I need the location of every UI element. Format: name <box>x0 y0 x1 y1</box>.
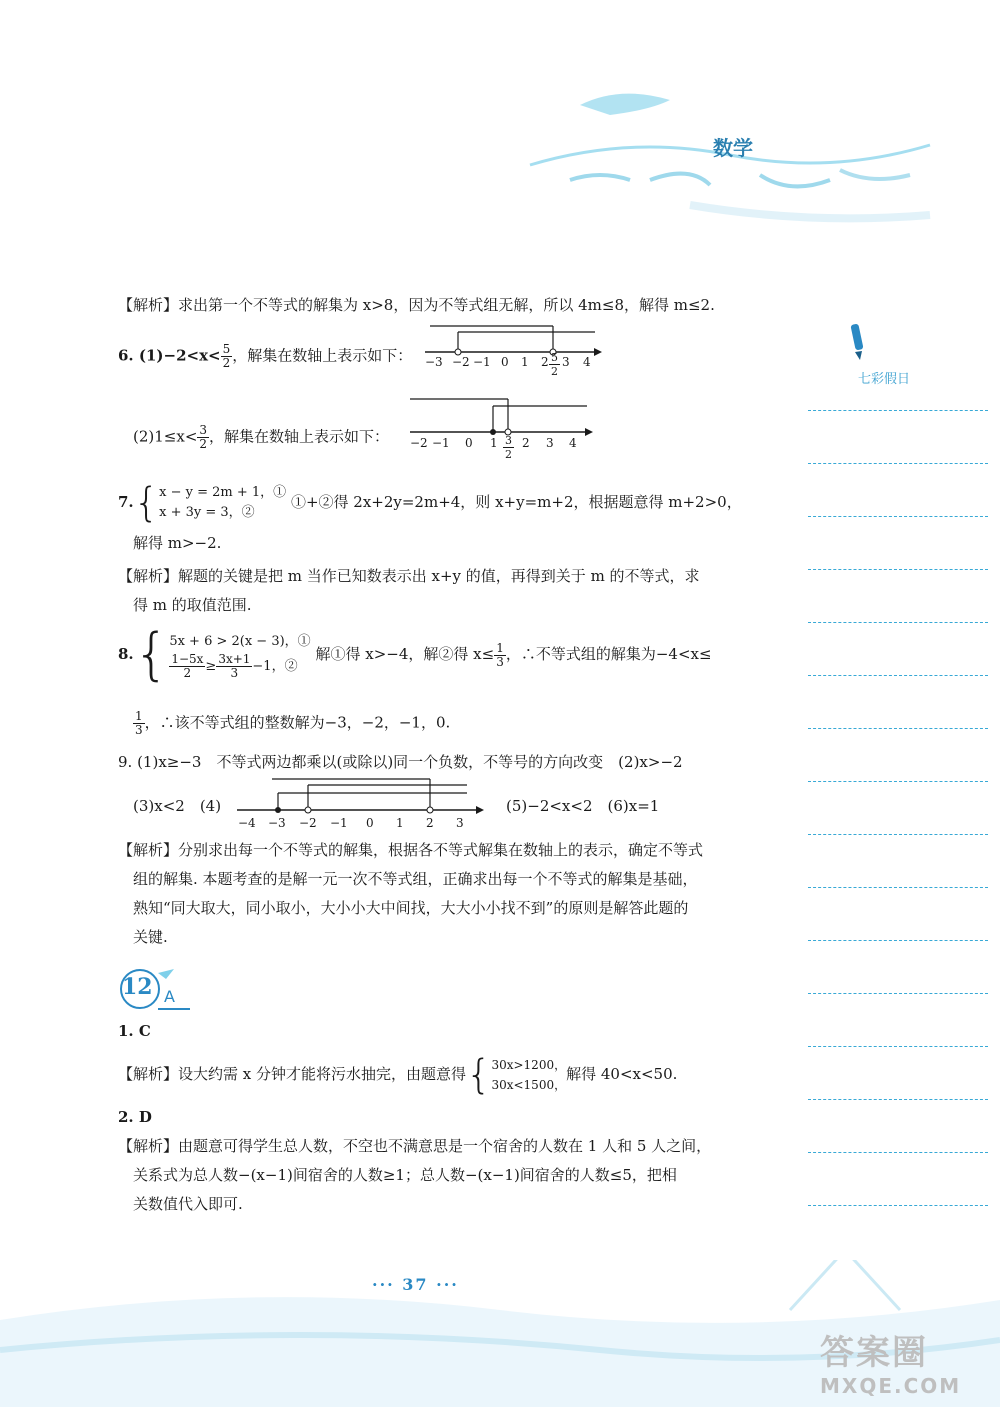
note-line <box>808 410 988 411</box>
note-line <box>808 1205 988 1206</box>
tick-label: 1 <box>490 436 498 450</box>
tick-label: 0 <box>501 355 509 369</box>
q8-text: 解①得 x>−4，解②得 x≤ <box>315 645 495 663</box>
tick-label: 1 <box>521 355 529 369</box>
tick-label: 3 <box>456 816 464 830</box>
note-line <box>808 1099 988 1100</box>
note-line <box>808 1152 988 1153</box>
tick-label: 4 <box>569 436 577 450</box>
note-line <box>808 993 988 994</box>
note-line <box>808 516 988 517</box>
watermark: 答案圈 MXQE.COM <box>820 1333 962 1398</box>
q6-part1 <box>118 343 412 370</box>
tick-label: −1 <box>473 355 491 369</box>
note-line <box>808 463 988 464</box>
answer-2-exp3: 关数值代入即可. <box>133 1195 243 1213</box>
tick-label: 0 <box>366 816 374 830</box>
q9-exp3: 熟知“同大取大，同小取小，大小小大中间找，大大小小找不到”的原则是解答此题的 <box>133 899 689 917</box>
answer-2-exp2: 关系式为总人数−(x−1)间宿舍的人数≥1；总人数−(x−1)间宿舍的人数≤5，把相 <box>133 1166 677 1184</box>
analysis-text: 【解析】求出第一个不等式的解集为 x>8，因为不等式组无解，所以 4m≤8，解得 m≤2. <box>118 296 715 314</box>
answer-2: 2. D <box>118 1108 152 1126</box>
equation-system: x − y = 2m + 1，① x + 3y = 3，② <box>159 485 287 520</box>
q9-exp4: 关键. <box>133 928 168 946</box>
fraction: $\frac{5}{2}$ <box>551 351 558 378</box>
q6-text: ，解集在数轴上表示如下： <box>209 427 390 446</box>
q9-line2a: (3)x<2 (4) <box>133 797 222 815</box>
q7-exp1: 【解析】解题的关键是把 m 当作已知数表示出 x+y 的值，再得到关于 m 的不等式，求 <box>118 567 700 585</box>
brace: { <box>133 480 160 526</box>
q9-exp1: 【解析】分别求出每一个不等式的解集，根据各不等式解集在数轴上的表示，确定不等式 <box>118 841 704 859</box>
tick-label: −3 <box>268 816 286 830</box>
header-subject: 数学 <box>713 136 753 160</box>
q8-text: ，∴不等式组的解集为−4<x≤ <box>505 645 712 663</box>
tick-label: 3 <box>546 436 554 450</box>
tick-label: −2 <box>410 436 428 450</box>
note-line <box>808 675 988 676</box>
page-number: ··· 37 ··· <box>372 1275 459 1294</box>
note-line <box>808 1046 988 1047</box>
fraction: $\frac{1}{3}$ <box>135 709 143 737</box>
tick-label: 2 <box>541 355 549 369</box>
fraction: $\frac{3}{2}$ <box>199 423 208 451</box>
tick-label: 3 <box>562 355 570 369</box>
note-line <box>808 781 988 782</box>
note-line <box>808 887 988 888</box>
q9-exp2: 组的解集. 本题考查的是解一元一次不等式组，正确求出每一个不等式的解集是基础， <box>133 870 698 888</box>
q8-label: 8. <box>118 645 134 663</box>
section-badge <box>118 965 198 1019</box>
note-line <box>808 940 988 941</box>
fraction: $\frac{5}{2}$ <box>222 342 231 370</box>
q9-line2b: (5)−2<x<2 (6)x=1 <box>506 797 660 815</box>
header-banner <box>510 75 940 255</box>
badge-number: 12 <box>122 974 153 1000</box>
tick-label: −3 <box>425 355 443 369</box>
equation-system: 30x>1200， 30x<1500， <box>491 1058 567 1092</box>
tick-label: 2 <box>426 816 434 830</box>
brace: { <box>133 622 170 687</box>
q7-line2: 解得 m>−2. <box>133 534 222 552</box>
badge-letter: A <box>164 987 175 1006</box>
q8-line1 <box>118 622 712 687</box>
tick-label: −2 <box>299 816 317 830</box>
equation-system: 5x + 6 > 2(x − 3)，① $\frac{1-5x}{2}$ ≥ $\frac{3x+1}{3}$ −1，② <box>169 633 311 680</box>
note-line <box>808 728 988 729</box>
q6-part2 <box>133 424 389 451</box>
brace: { <box>466 1052 492 1098</box>
pen-icon <box>848 322 868 362</box>
q6-text: ，解集在数轴上表示如下： <box>232 346 413 365</box>
q8-text: ，∴该不等式组的整数解为−3，−2，−1，0. <box>144 713 451 732</box>
q7-label: 7. <box>118 493 134 511</box>
tick-label: −1 <box>330 816 348 830</box>
tick-label: 1 <box>396 816 404 830</box>
fraction: $\frac{1}{3}$ <box>496 640 504 669</box>
q7-line1 <box>118 480 742 526</box>
q7-text: ①+②得 2x+2y=2m+4，则 x+y=m+2，根据题意得 m+2>0， <box>290 493 742 511</box>
sidebar-label: 七彩假日 <box>858 372 911 387</box>
note-line <box>808 569 988 570</box>
q7-exp2: 得 m 的取值范围. <box>133 596 252 614</box>
tick-label: −4 <box>238 816 256 830</box>
note-line <box>808 622 988 623</box>
answer-1-exp: 【解析】设大约需 x 分钟才能将污水抽完，由题意得{ 30x>1200， 30x<1500， 解得 40<x<50. <box>118 1052 678 1098</box>
q9-line1: 9. (1)x≥−3 不等式两边都乘以(或除以)同一个负数，不等号的方向改变 (2)x>−2 <box>118 753 683 771</box>
tick-label: −1 <box>432 436 450 450</box>
q6-text: 6. (1)−2<x< <box>118 346 221 365</box>
number-line-1 <box>420 322 610 392</box>
answer-2-exp1: 【解析】由题意可得学生总人数，不空也不满意思是一个宿舍的人数在 1 人和 5 人之间， <box>118 1137 712 1155</box>
q8-line2 <box>133 710 450 737</box>
fraction: $\frac{3}{2}$ <box>505 434 512 461</box>
note-line <box>808 834 988 835</box>
answer-1: 1. C <box>118 1022 151 1040</box>
tick-label: −2 <box>452 355 470 369</box>
tick-label: 0 <box>465 436 473 450</box>
tick-label: 4 <box>583 355 591 369</box>
tick-label: 2 <box>522 436 530 450</box>
q6-text: (2)1≤x< <box>133 427 198 446</box>
